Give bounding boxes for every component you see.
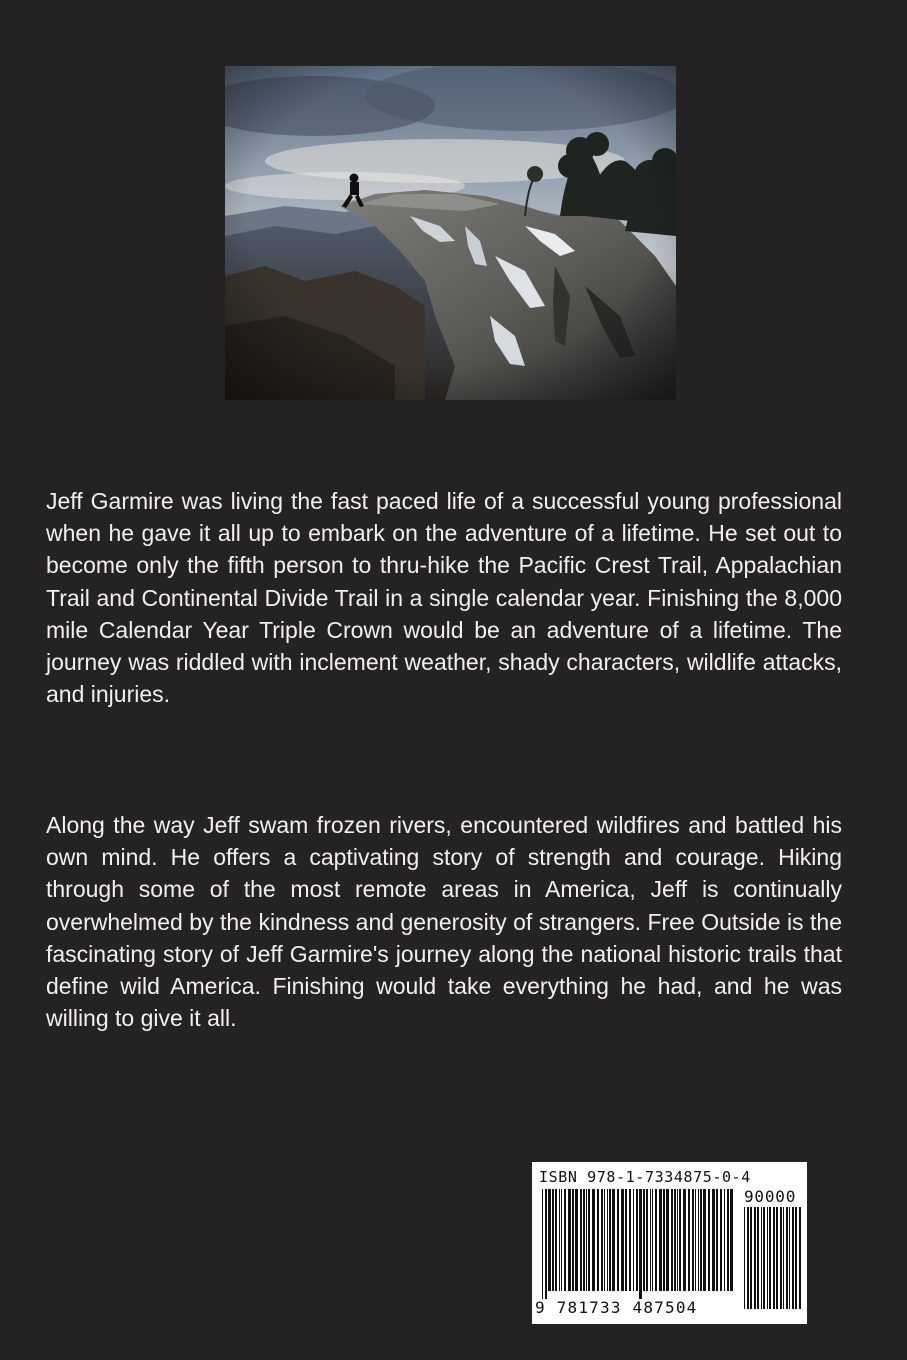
barcode-bar [724, 1189, 725, 1291]
barcode-bar [636, 1189, 638, 1291]
price-code-number: 90000 [744, 1187, 797, 1206]
barcode-bar [677, 1189, 678, 1291]
barcode-bar [639, 1189, 642, 1299]
barcode-bar [572, 1189, 574, 1291]
barcode-bar [754, 1207, 756, 1309]
barcode-bar [597, 1189, 599, 1291]
barcode-bar [679, 1189, 681, 1291]
barcode-bar [617, 1189, 619, 1291]
barcode-bar [545, 1189, 547, 1299]
price-barcode-bars [744, 1207, 802, 1317]
barcode-bar [727, 1189, 729, 1291]
barcode-bar [629, 1189, 631, 1291]
barcode-bar [652, 1189, 653, 1291]
barcode-bar [789, 1207, 790, 1309]
barcode-bar [659, 1189, 662, 1291]
barcode-bar [795, 1207, 797, 1309]
barcode-bar [703, 1189, 706, 1291]
barcode-bar [683, 1189, 686, 1291]
barcode-bar [609, 1189, 611, 1291]
barcode-bar [698, 1189, 699, 1291]
barcode-bar [655, 1189, 657, 1291]
barcode-bar [780, 1207, 782, 1309]
barcode-bar [601, 1189, 603, 1291]
barcode-bar [747, 1207, 749, 1309]
barcode-bar [663, 1189, 665, 1291]
barcode-bar [761, 1207, 762, 1309]
barcode-bar [776, 1207, 778, 1309]
barcode-bar [643, 1189, 645, 1291]
barcode-bar [542, 1189, 543, 1299]
barcode-bar [568, 1189, 571, 1291]
barcode-bar [559, 1189, 560, 1291]
barcode-bar [646, 1189, 648, 1291]
barcode-bar [712, 1189, 715, 1291]
barcode-bar [604, 1189, 605, 1291]
barcode-bar [708, 1189, 710, 1291]
barcode-bar [750, 1207, 752, 1309]
barcode-bar [783, 1207, 784, 1309]
barcode-bar [621, 1189, 624, 1291]
mountain-cliff-photo [225, 66, 676, 400]
barcode-bar [633, 1189, 634, 1291]
barcode-bar [552, 1189, 554, 1291]
barcode-bar [612, 1189, 615, 1291]
barcode-bar [773, 1207, 775, 1309]
barcode-bar [700, 1189, 702, 1291]
barcode-bar [799, 1207, 801, 1309]
barcode-bar [625, 1189, 627, 1291]
barcode-bar [548, 1189, 551, 1291]
barcode-bar [561, 1189, 562, 1291]
cover-photo [225, 66, 676, 400]
barcode-bar [763, 1207, 765, 1309]
barcode-bar [688, 1189, 690, 1291]
barcode-bar [564, 1189, 566, 1291]
barcode-bar [769, 1207, 771, 1309]
ean-number: 9 781733 487504 [535, 1298, 698, 1317]
barcode-bar [588, 1189, 590, 1291]
barcode-bar [757, 1207, 759, 1309]
barcode-bar [671, 1189, 673, 1291]
barcode-bar [650, 1189, 651, 1291]
blurb-paragraph-2: Along the way Jeff swam frozen rivers, encountered wildfires and battled his own mind. He offers a captivating story of strength and courage. Hiking through some of the most remote areas in America, Jeff is continually overwhelmed by the kindness and generosity of strangers. Free Outside is the fascinating story of Jeff Garmire's journey along the national historic trails that define wild America. Finishing would take everything he had, and he was willing to give it all. [46, 812, 842, 1032]
barcode-bar [592, 1189, 595, 1291]
barcode-bar [786, 1207, 788, 1309]
barcode-bar [695, 1189, 696, 1291]
barcode-bar [674, 1189, 676, 1291]
ean-barcode-bars [542, 1189, 736, 1299]
barcode-bar [666, 1189, 669, 1291]
barcode-bar [792, 1207, 794, 1309]
barcode-bar [767, 1207, 768, 1309]
barcode-bar [730, 1189, 733, 1291]
barcode-bar [580, 1189, 582, 1291]
barcode-bar [720, 1189, 722, 1291]
barcode-bar [692, 1189, 694, 1291]
barcode-bar [575, 1189, 578, 1291]
barcode-bar [716, 1189, 718, 1291]
isbn-label: ISBN 978-1-7334875-0-4 [539, 1168, 751, 1186]
barcode-bar [607, 1189, 608, 1291]
barcode-bar [583, 1189, 585, 1291]
blurb-paragraph-1: Jeff Garmire was living the fast paced life of a successful young professional when he gave it all up to embark on the adventure of a lifetime. He set out to become only the fifth person to thru-hike the Pacific Crest Trail, Appalachian Trail and Continental Divide Trail in a single calendar year. Finishing the 8,000 mile Calendar Year Triple Crown would be an adventure of a lifetime. The journey was riddled with inclement weather, shady characters, wildlife attacks, and injuries. [46, 488, 842, 708]
barcode-bar [586, 1189, 587, 1291]
isbn-barcode [532, 1162, 807, 1324]
barcode-bar [744, 1207, 745, 1309]
barcode-bar [555, 1189, 557, 1291]
